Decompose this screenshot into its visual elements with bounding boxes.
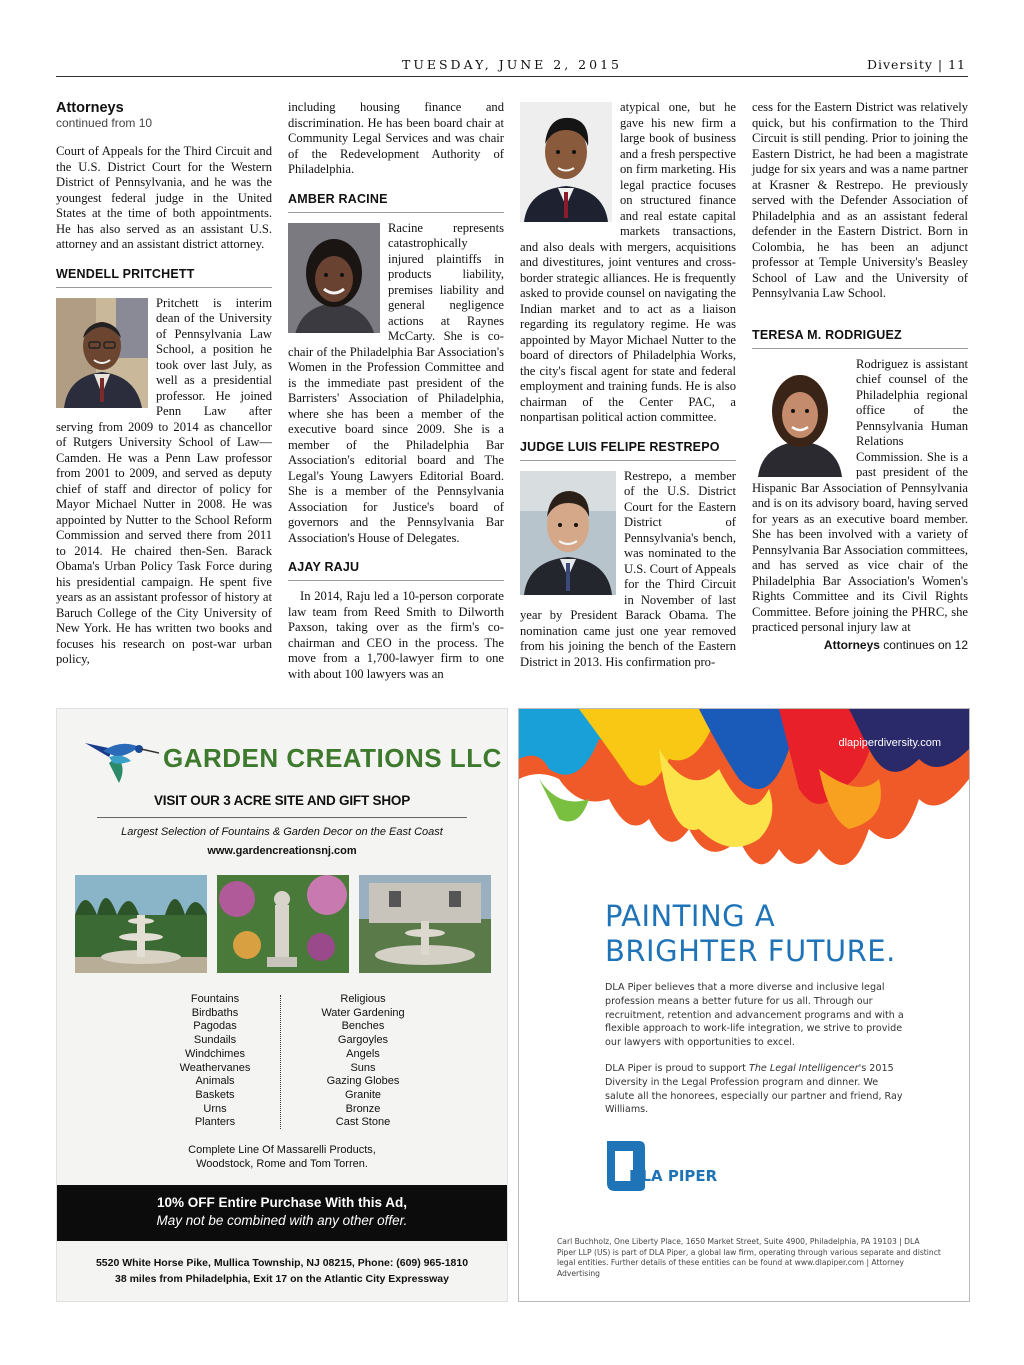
raju-photo — [520, 102, 612, 222]
list-item: Religious — [340, 993, 386, 1005]
continues-note-bold: Attorneys — [823, 637, 880, 652]
column-3 — [520, 100, 736, 670]
fountain-photo-2 — [217, 875, 349, 978]
section-title-restrepo: JUDGE LUIS FELIPE RESTREPO — [520, 440, 736, 461]
list-item: Water Gardening — [321, 1006, 405, 1019]
continues-note-rest: continues on 12 — [879, 637, 968, 652]
list-item: Pagodas — [193, 1020, 237, 1033]
dla-website[interactable]: dlapiperdiversity.com — [838, 737, 941, 749]
column-4 — [752, 100, 968, 652]
offer-line2: May not be combined with any other offer. — [156, 1213, 408, 1228]
dla-para1: DLA Piper believes that a more diverse and inclusive legal profession means a better future for us all. Through our recruitment, retention and advancement programs and with a flexible approach to work-life integration, we strive to provide our lawyers with opportunities to excel. — [605, 982, 904, 1049]
dla-piper-ad — [518, 708, 970, 1302]
list-item: Suns — [350, 1061, 376, 1074]
section-title-rodriguez: TERESA M. RODRIGUEZ — [752, 328, 968, 349]
column-1 — [56, 100, 272, 668]
ad-divider — [97, 817, 467, 818]
ad-subtitle: Largest Selection of Fountains & Garden Decor on the East Coast — [121, 826, 443, 838]
raju-bio-continued: atypical one, but he gave his new firm a large book of business and a fresh perspective on firm marketing. His legal practice focuses on structured finance and real estate capital markets transactions, and also deals with mergers, acquisitions and divestitures, joint ventures and cross-border strategic alliances. He is frequently asked to provide counsel on navigating the Indian market and to act as a liaison regarding its regulatory regime. He was appointed by Mayor Michael Nutter to the board of directors of Philadelphia Works, the city's fiscal agent for state and federal employment and training funds. He is also chairman of the Center PAC, a nonpartisan political action committee. — [520, 100, 736, 424]
address-line2: 38 miles from Philadelphia, Exit 17 on the Atlantic City Expressway — [115, 1273, 449, 1285]
list-item: Gargoyles — [337, 1034, 389, 1047]
ad-tagline: VISIT OUR 3 ACRE SITE AND GIFT SHOP — [153, 793, 411, 808]
header-rule — [56, 76, 968, 77]
list-item: Fountains — [190, 993, 240, 1005]
products-note — [57, 1143, 507, 1171]
section-title-racine: AMBER RACINE — [288, 192, 504, 213]
products-list-left — [153, 993, 277, 1130]
dla-piper-logo — [605, 1137, 718, 1193]
racine-photo — [288, 223, 380, 333]
garden-creations-ad — [56, 708, 508, 1302]
raju-bio: In 2014, Raju led a 10-person corporate law team from Reed Smith to Dilworth Paxson, taking over as the firm's co-chairman and CEO in the process. The move from a 1,700-lawyer firm to one with about 100 lawyers was an — [288, 589, 504, 681]
list-item: Urns — [203, 1102, 227, 1115]
dla-logo-text: DLA PIPER — [629, 1167, 718, 1185]
column-2 — [288, 100, 504, 682]
list-item: Planters — [194, 1116, 236, 1129]
para2-post: 's 2015 Diversity in the Legal Profession program and dinner. We salute all the honorees, especially our partner and friend, Ray Williams. — [605, 1062, 903, 1116]
offer-line1: 10% OFF Entire Purchase With this Ad, — [157, 1195, 407, 1210]
list-item: Granite — [344, 1088, 382, 1101]
list-item: Benches — [341, 1020, 385, 1033]
headline-line2: BRIGHTER FUTURE. — [605, 934, 896, 968]
section-title-pritchett: WENDELL PRITCHETT — [56, 267, 272, 288]
rodriguez-bio: Rodriguez is assistant chief counsel of the Philadelphia regional office of the Pennsylvania Human Relations Commission. She is a past president of the Hispanic Bar Association of Pennsylvania and is on its advisory board, having served for years as an executive board member. She has been involved with a variety of Pennsylvania Bar Association committees, and has served as vice chair of the Philadelphia Bar Association's Women's Rights Committee and its Civil Rights Committee. Before joining the PHRC, she practiced personal injury law at — [752, 356, 968, 634]
restrepo-bio: Restrepo, a member of the U.S. District Court for the Eastern District of Pennsylvania's bench, was nominated to the U.S. Court of Appeals for the Third Circuit in November of last year by President Barack Obama. The nomination came just one year removed from his joining the bench of the Eastern District in 2013. His confirmation pro- — [520, 468, 736, 669]
list-item: Birdbaths — [191, 1006, 239, 1019]
dla-body — [605, 981, 905, 1117]
pritchett-bio: Pritchett is interim dean of the University of Pennsylvania Law School, a position he took over last July, as well as a presidential professor. He joined Penn Law after serving from 2009 to 2014 as chancellor of Rutgers University School of Law—Camden. He was a Penn Law professor from 2001 to 2009, and served as deputy chief of staff and director of policy for Mayor Michael Nutter in 2008. He was appointed by Nutter to the School Reform Commission and served there from 2011 to 2014. He chaired then-Sen. Barack Obama's Urban Policy Task Force during his presidential campaign. He spent five years as an assistant professor of history at Baruch College of the City University of New York. He has written two books and focuses his research on post-war urban policy, — [56, 295, 272, 666]
company-name: GARDEN CREATIONS LLC — [163, 743, 502, 773]
list-item: Windchimes — [185, 1047, 245, 1060]
products-note-line1: Complete Line Of Massarelli Products, — [188, 1144, 376, 1156]
fountain-photo-1 — [75, 875, 207, 978]
list-divider — [280, 995, 281, 1129]
racine-bio: Racine represents catastrophically injured plaintiffs in products liability, premises liability and general negligence actions at Raynes McCarty. She is co-chair of the Philadelphia Bar Association's Women in the Profession Committee and is the immediate past president of the Barristers' Association of Philadelphia, where she has been a member of the executive board since 2009. She is a member of the Philadelphia Bar Association's editorial board and The Legal's Young Lawyers Editorial Board. She is a member of the Pennsylvania Association for Justice's board of governors and the Pennsylvania Bar Association's House of Delegates. — [288, 220, 504, 545]
section-page-number: Diversity | 11 — [866, 57, 966, 72]
list-item: Sundails — [193, 1034, 237, 1047]
dla-para2 — [605, 1062, 905, 1117]
address-line1: 5520 White Horse Pike, Mullica Township, NJ 08215, Phone: (609) 965-1810 — [95, 1257, 469, 1269]
ad-website[interactable]: www.gardencreationsnj.com — [207, 845, 357, 857]
restrepo-photo — [520, 471, 616, 595]
fountain-photo-3 — [359, 875, 491, 978]
para2-pre: DLA Piper is proud to support — [605, 1062, 749, 1074]
hummingbird-logo-icon — [83, 727, 159, 790]
list-item: Baskets — [195, 1088, 235, 1101]
list-item: Weathervanes — [179, 1061, 251, 1074]
continuation-title: Attorneys — [56, 100, 124, 116]
continued-from-note: continued from 10 — [56, 116, 153, 130]
ad-address — [57, 1255, 507, 1287]
products-list-right — [293, 993, 433, 1130]
pritchett-photo — [56, 298, 148, 408]
products-note-line2: Woodstock, Rome and Tom Torren. — [196, 1158, 368, 1170]
list-item: Gazing Globes — [326, 1075, 400, 1088]
restrepo-bio-continued: cess for the Eastern District was relatively quick, but his confirmation to the Third Circuit is still pending. Prior to joining the Eastern District, he had been a magistrate judge for six years and was a name partner at Krasner & Restrepo. He previously served with the Defender Association of Philadelphia and as an assistant federal defender in the Eastern District. Born in Colombia, he has been an adjunct professor at Temple University's Beasley School of Law and the University of Pennsylvania Law School. — [752, 100, 968, 300]
section-title-raju: AJAY RAJU — [288, 560, 504, 581]
page-date: TUESDAY, JUNE 2, 2015 — [402, 57, 622, 72]
rodriguez-photo — [752, 359, 848, 477]
list-item: Angels — [346, 1047, 380, 1060]
offer-banner — [57, 1185, 507, 1241]
headline-line1: PAINTING A — [605, 899, 776, 933]
dla-headline — [605, 899, 896, 969]
dla-footer: Carl Buchholz, One Liberty Place, 1650 Market Street, Suite 4900, Philadelphia, PA 19103 | DLA Piper LLP (US) is part of DLA Piper, a global law firm, operating through various separate and distinct legal entities. Further details of these entities can be found at www.dlapiper.com | Attorney Advertising — [557, 1237, 941, 1278]
continues-note — [752, 638, 968, 652]
intro-paragraph: including housing finance and discrimination. He has been board chair at Community Legal Services and was chair of the Redevelopment Authority of Philadelphia. — [288, 100, 504, 176]
intro-paragraph: Court of Appeals for the Third Circuit and the U.S. District Court for the Western District of Pennsylvania, and he was the youngest federal judge in the United States at the time of both appointments. He has also served as an assistant U.S. attorney and an assistant district attorney. — [56, 144, 272, 251]
list-item: Animals — [195, 1075, 235, 1088]
para2-publication: The Legal Intelligencer — [748, 1062, 859, 1074]
list-item: Cast Stone — [335, 1116, 391, 1129]
list-item: Bronze — [345, 1102, 381, 1115]
